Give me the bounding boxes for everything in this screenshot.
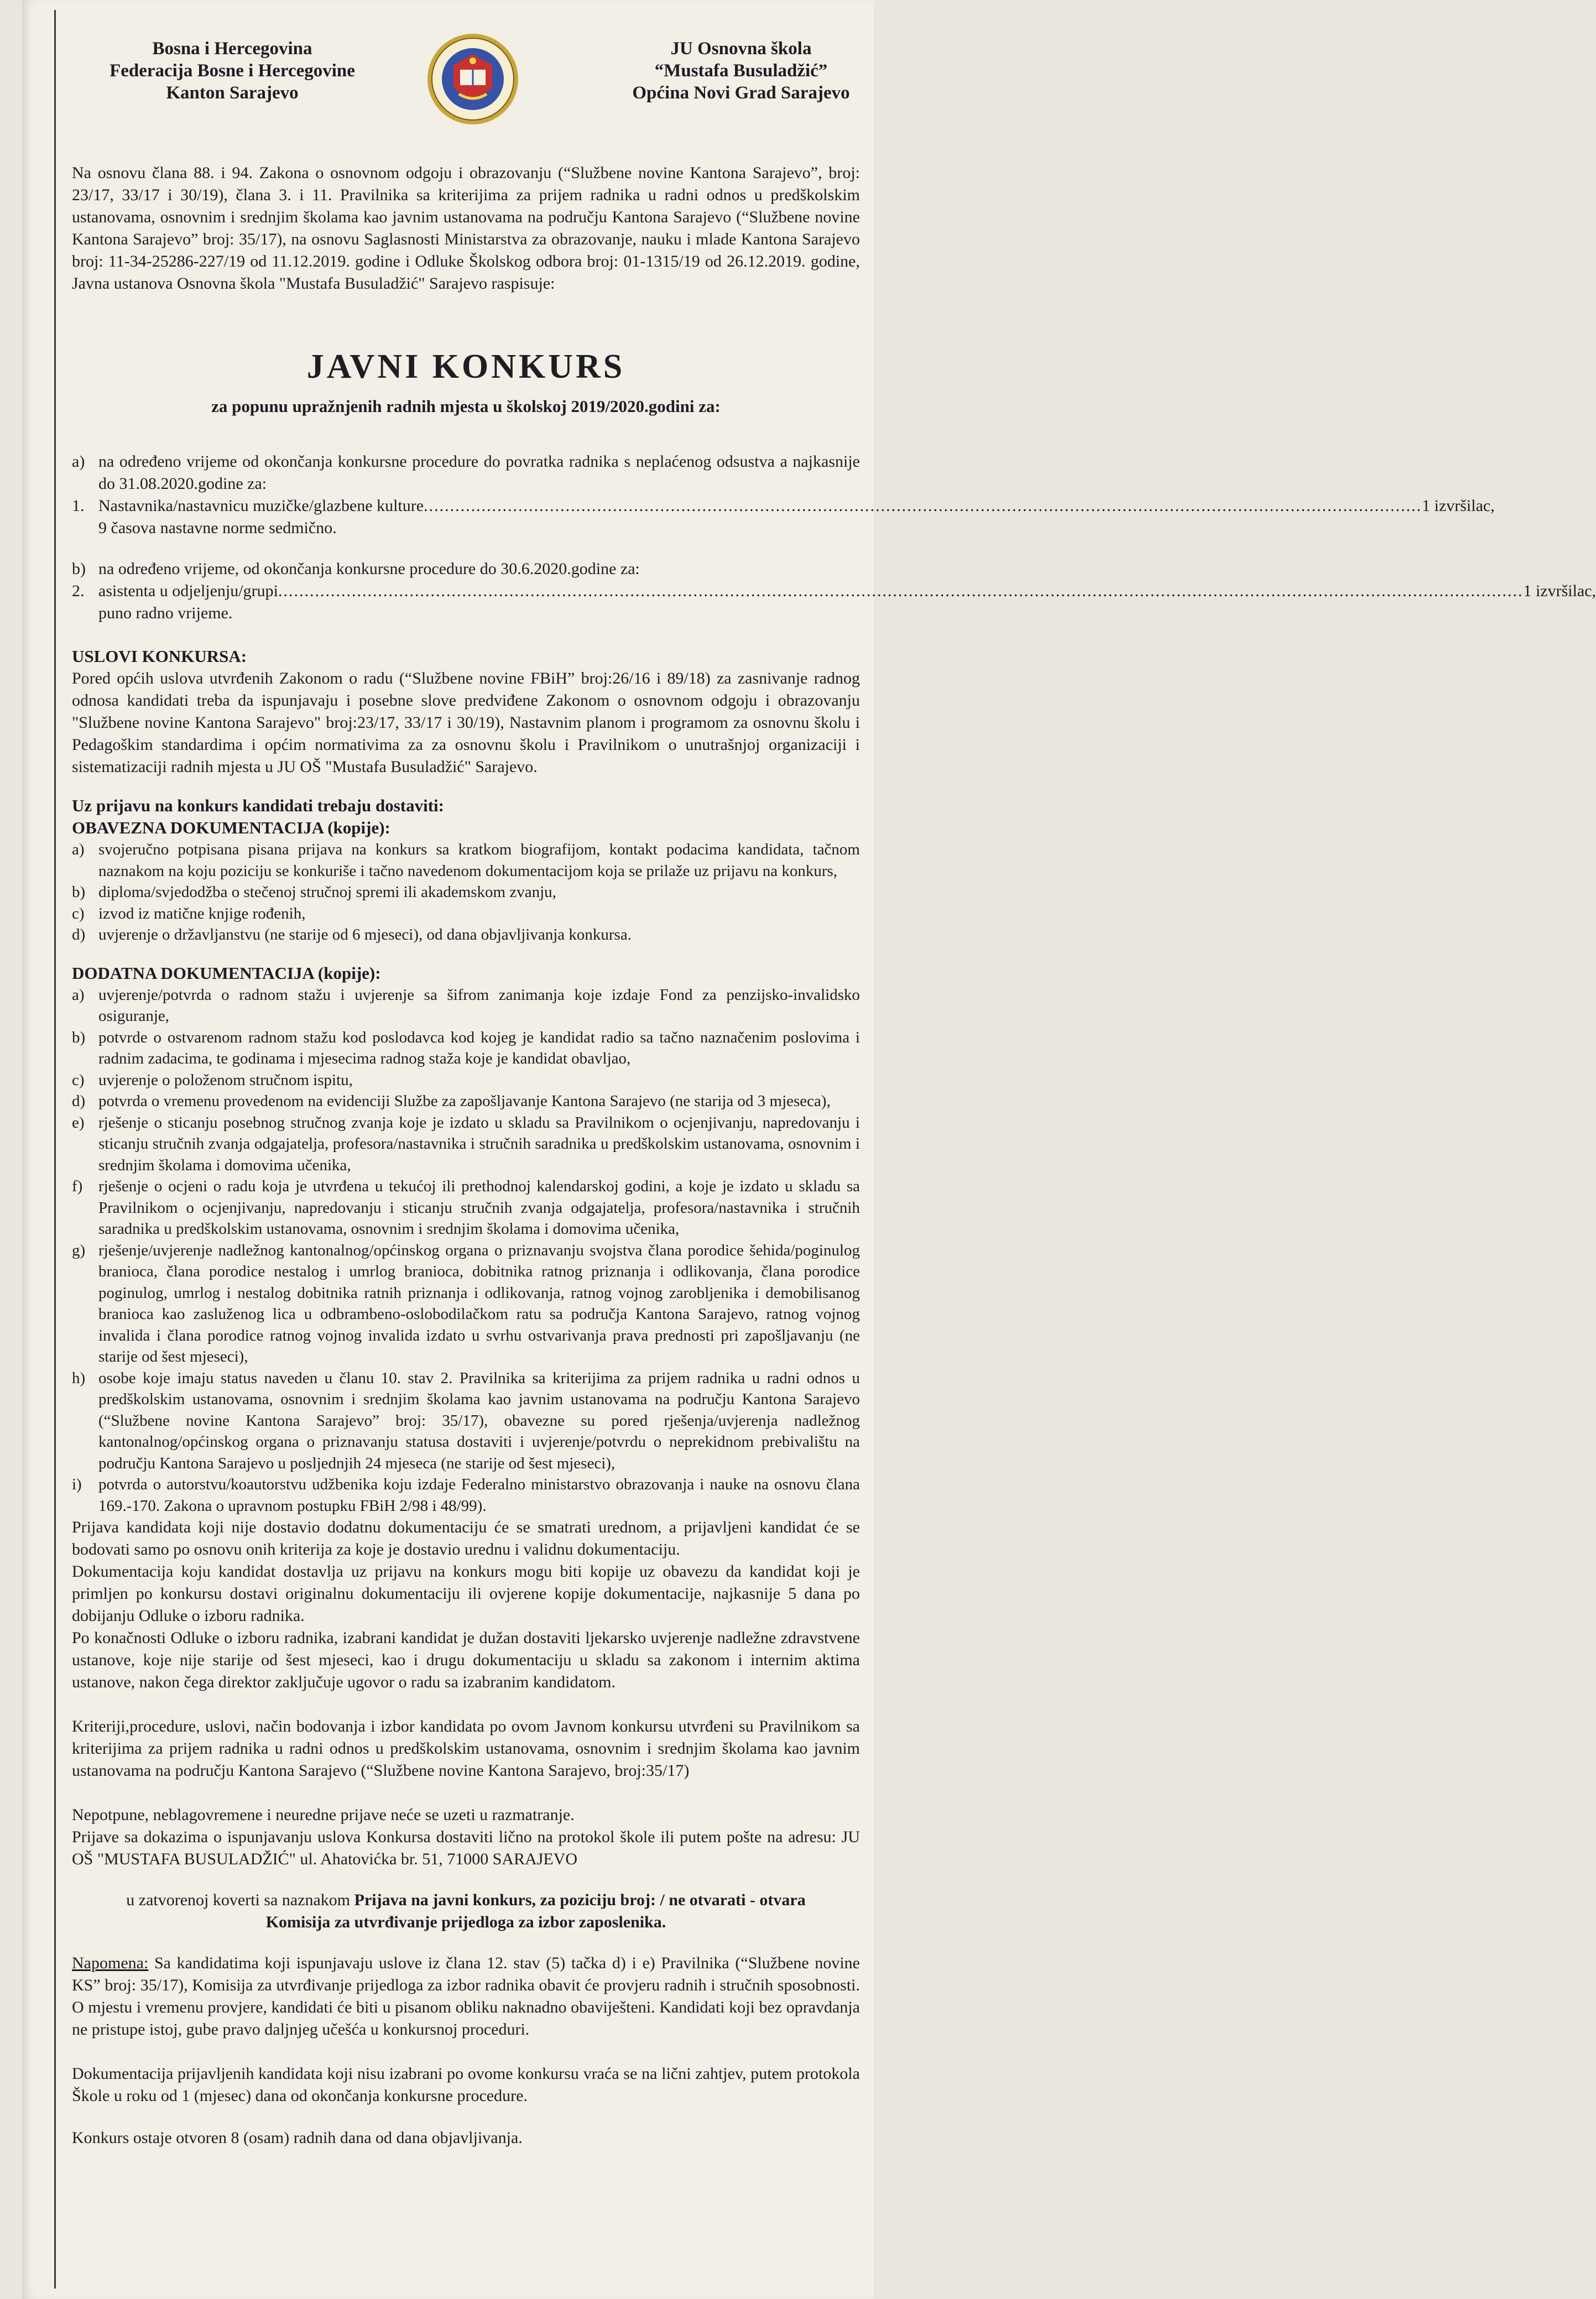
header-left-line: Kanton Sarajevo [166, 83, 299, 103]
document-header [72, 22, 860, 158]
position-2 [72, 580, 1596, 624]
newspaper-page [22, 0, 1596, 2299]
envelope-instruction [72, 1889, 860, 1933]
conditions-text: Pored općih uslova utvrđenih Zakonom o radu (“Službene novine FBiH” broj:26/16 i 89/18) za zasnivanje radnog odnosa kandidati treba da ispunjavaju i posebne slove predviđene Zakonom o osnovnom odgoju i obrazovanju "Službene novine Kantona Sarajevo" broj:23/17, 33/17 i 30/19), Nastavnim planom i programom za osnovnu školu i Pedagoškim standardima i općim normativima za za osnovnu školu i Pravilnikom o unutrašnjoj organizaciji i sistematizaciji radnih mjesta u JU OŠ "Mustafa Busuladžić" Sarajevo. [72, 669, 860, 776]
item-marker: f) [72, 1177, 83, 1195]
mandatory-docs-section [72, 795, 860, 946]
item-text: rješenje o ocjeni o radu koja je utvrđena u tekućoj ili prethodnoj kalendarskoj godini, a koje je izdato u skladu sa Pravilnikom o ocjenjivanju, napredovanju i sticanju stručnih zvanja odgajatelja, profesora/nastavnika i stručnih saradnika u predškolskim ustanovama, osnovnim i srednjim školama i domovima učenika, [98, 1177, 860, 1238]
item-text: izvod iz matične knjige rođenih, [98, 904, 306, 922]
page-border-line [54, 10, 56, 2288]
additional-docs-list [72, 984, 860, 1517]
rule-paragraph: Po konačnosti Odluke o izboru radnika, izabrani kandidat je dužan dostaviti ljekarsko uvjerenje nadležne zdravstvene ustanove, koje nije starije od šest mjeseci, kao i drugu dokumentaciju u skladu sa zakonom i internim aktima ustanove, nakon čega direktor zaključuje ugovor o radu sa izabranim kandidatom. [72, 1629, 860, 1691]
list-item [72, 924, 860, 946]
additional-docs-section [72, 962, 860, 1517]
position-note: puno radno vrijeme. [98, 604, 233, 622]
section-text: na određeno vrijeme, od okončanja konkursne procedure do 30.6.2020.godine za: [98, 560, 640, 578]
document-subtitle: za popunu upražnjenih radnih mjesta u školskoj 2019/2020.godini za: [211, 397, 721, 416]
list-item [72, 1091, 860, 1112]
position-count: 1 izvršilac, [1523, 582, 1596, 600]
item-marker: b) [72, 883, 86, 901]
header-left-line: Bosna i Hercegovina [152, 39, 312, 59]
position-1 [72, 495, 1495, 539]
item-marker: d) [72, 1092, 86, 1110]
dot-leader: ............................................................................................................................................................................................................................................. [278, 582, 1524, 600]
item-marker: a) [72, 986, 85, 1004]
list-item [72, 882, 860, 903]
list-item [72, 1027, 860, 1070]
list-item [72, 1112, 860, 1176]
list-item [72, 1474, 860, 1516]
mandatory-docs-heading: OBAVEZNA DOKUMENTACIJA (kopije): [72, 818, 390, 837]
item-text: osobe koje imaju status naveden u članu 10. stav 2. Pravilnika sa kriterijima za prijem radnika u radni odnos u predškolskim ustanovama, osnovnim i srednjim školama kao javnim ustanovama na području Kantona Sarajevo (“Službene novine Kantona Sarajevo” broj: 35/17), obavezne su pored rješenja/uvjerenja nadležnog kantonalnog/općinskog organa o priznavanju statusa dostaviti i uvjerenje/potvrdu o neprekidnom prebivalištu na području Kantona Sarajevo u posljednjih 24 mjeseca (ne starije od šest mjeseci), [98, 1369, 860, 1472]
announcement [72, 22, 1596, 2149]
open-period-paragraph: Konkurs ostaje otvoren 8 (osam) radnih dana od dana objavljivanja. [72, 2129, 523, 2147]
criteria-paragraph: Kriteriji,procedure, uslovi, način bodovanja i izbor kandidata po ovom Javnom konkursu utvrđeni su Pravilnikom sa kriterijima za prijem radnika u radni odnos u predškolskim ustanovama, osnovnim i srednjim školama kao javnim ustanovama na području Kantona Sarajevo (“Službene novine Kantona Sarajevo, broj:35/17) [72, 1717, 860, 1780]
position-count: 1 izvršilac, [1422, 497, 1495, 515]
header-left [88, 38, 376, 104]
conditions-section [72, 645, 860, 778]
item-marker: c) [72, 904, 85, 922]
additional-docs-heading: DODATNA DOKUMENTACIJA (kopije): [72, 963, 381, 983]
envelope-text: u zatvorenoj koverti sa naznakom [126, 1891, 354, 1909]
item-text: uvjerenje o državljanstvu (ne starije od 6 mjeseci), od dana objavljivanja konkursa. [98, 926, 632, 943]
item-marker: i) [72, 1476, 82, 1493]
section-marker: a) [72, 452, 85, 471]
envelope-label: Prijava na javni konkurs, za poziciju broj: / ne otvarati - otvara Komisija za utvrđivanje prijedloga za izbor zaposlenika. [265, 1891, 806, 1931]
submission-intro: Uz prijavu na konkurs kandidati trebaju dostaviti: [72, 796, 444, 815]
document-title: JAVNI KONKURS [306, 348, 625, 385]
intro-paragraph: Na osnovu člana 88. i 94. Zakona o osnovnom odgoju i obrazovanju (“Službene novine Kantona Sarajevo”, broj: 23/17, 33/17 i 30/19), člana 3. i 11. Pravilnika sa kriterijima za prijem radnika u radni odnos u predškolskim ustanovama, osnovnim i srednjim školama kao javnim ustanovama na području Kantona Sarajevo (“Službene novine Kantona Sarajevo” broj: 35/17), na osnovu Saglasnosti Ministarstva za obrazovanje, nauku i mlade Kantona Sarajevo broj: 11-34-25286-227/19 od 11.12.2019. godine i Odluke Školskog odbora broj: 01-1315/19 od 26.12.2019. godine, Javna ustanova Osnovna škola "Mustafa Busuladžić" Sarajevo raspisuje: [72, 164, 860, 293]
position-number: 2. [72, 582, 85, 600]
return-docs-paragraph: Dokumentacija prijavljenih kandidata koji nisu izabrani po ovome konkursu vraća se na lični zahtjev, putem protokola Škole u roku od 1 (mjesec) dana od okončanja konkursne procedure. [72, 2065, 860, 2105]
list-item [72, 1176, 860, 1240]
section-b [72, 558, 1596, 624]
section-a [72, 451, 1495, 539]
position-number: 1. [72, 497, 85, 515]
item-marker: d) [72, 926, 86, 943]
item-marker: a) [72, 841, 85, 858]
position-name: asistenta u odjeljenju/grupi [98, 582, 278, 600]
header-right [622, 38, 860, 104]
item-text: uvjerenje o položenom stručnom ispitu, [98, 1071, 353, 1089]
item-text: uvjerenje/potvrda o radnom stažu i uvjerenje sa šifrom zanimanja koje izdaje Fond za penzijsko-invalidsko osiguranje, [98, 986, 860, 1025]
header-right-line: JU Osnovna škola [670, 39, 812, 59]
list-item [72, 903, 860, 925]
incomplete-notice: Nepotpune, neblagovremene i neuredne prijave neće se uzeti u razmatranje. [72, 1806, 575, 1824]
header-right-line: “Mustafa Busuladžić” [654, 61, 828, 81]
rule-paragraph: Prijava kandidata koji nije dostavio dodatnu dokumentaciju će se smatrati urednom, a prijavljeni kandidat će se bodovati samo po osnovu onih kriterija za koje je dostavio urednu i validnu dokumentaciju. [72, 1518, 860, 1558]
dot-leader: .............................................................................................................................................................................................. [424, 497, 1422, 515]
submission-address: Prijave sa dokazima o ispunjavanju uslova Konkursa dostaviti lično na protokol škole ili putem pošte na adresu: JU OŠ "MUSTAFA BUSULADŽIĆ" ul. Ahatovićka br. 51, 71000 SARAJEVO [72, 1828, 860, 1868]
item-marker: g) [72, 1241, 86, 1259]
list-item [72, 1240, 860, 1368]
item-text: diploma/svjedodžba o stečenoj stručnoj spremi ili akademskom zvanju, [98, 883, 556, 901]
item-text: svojeručno potpisana pisana prijava na konkurs sa kratkom biografijom, kontakt podacima kandidata, tačnom naznakom na koju poziciju se konkuriše i tačno navedenom dokumentacijom koja se prilaže uz prijavu na konkurs, [98, 841, 860, 880]
note-paragraph [72, 1952, 860, 2041]
conditions-heading: USLOVI KONKURSA: [72, 647, 247, 666]
item-text: potvrda o autorstvu/koautorstvu udžbenika koju izdaje Federalno ministarstvo obrazovanja i nauke na osnovu člana 169.-170. Zakona o upravnom postupku FBiH 2/98 i 48/99). [98, 1476, 860, 1515]
position-note: 9 časova nastavne norme sedmično. [98, 519, 337, 537]
item-text: rješenje o sticanju posebnog stručnog zvanja koje je izdato u skladu sa Pravilnikom o ocjenjivanju, napredovanju i sticanju stručnih zvanja odgajatelja, profesora/nastavnika i stručnih saradnika u predškolskim ustanovama, osnovnim i srednjim školama i domovima učenika, [98, 1113, 860, 1174]
list-item [72, 984, 860, 1027]
item-text: rješenje/uvjerenje nadležnog kantonalnog/općinskog organa o priznavanju svojstva člana porodice šehida/poginulog branioca, člana porodice nestalog i umrlog branioca, dobitnika ratnog priznanja i odlikovanja, člana porodice poginulog, umrlog i nestalog dobitnika ratnih priznanja i odlikovanja, ratnog vojnog zarobljenika i demobilisanog branioca kao zasluženog lica u odbrambeno-oslobodilačkom ratu sa područja Kantona Sarajevo, ratnog vojnog invalida i člana porodice ratnog vojnog invalida izdato u svrhu ostvarivanja prava prednosti pri zapošljavanju (ne starije od šest mjeseci), [98, 1241, 860, 1365]
section-marker: b) [72, 560, 86, 578]
item-marker: b) [72, 1028, 86, 1046]
list-item [72, 1368, 860, 1474]
item-text: potvrda o vremenu provedenom na evidenciji Službe za zapošljavanje Kantona Sarajevo (ne starija od 3 mjeseca), [98, 1092, 831, 1110]
item-marker: h) [72, 1369, 86, 1387]
item-marker: e) [72, 1113, 85, 1132]
note-text: Sa kandidatima koji ispunjavaju uslove iz člana 12. stav (5) tačka d) i e) Pravilnika (“Službene novine KS” broj: 35/17), Komisija za utvrđivanje prijedloga za izbor radnika obavit će provjeru radnih i stručnih sposobnosti. O mjestu i vremenu provjere, kandidati će biti u pisanom obliku naknadno obaviješteni. Kandidati koji bez opravdanja ne pristupe istoj, gube pravo daljnjeg učešća u konkursnoj proceduri. [72, 1954, 860, 2039]
section-text: na određeno vrijeme od okončanja konkursne procedure do povratka radnika s neplaćenog odsustva a najkasnije do 31.08.2020.godine za: [98, 452, 860, 493]
item-marker: c) [72, 1071, 85, 1089]
position-name: Nastavnika/nastavnicu muzičke/glazbene kulture [98, 497, 424, 515]
rule-paragraph: Dokumentacija koju kandidat dostavlja uz prijavu na konkurs mogu biti kopije uz obavezu da kandidat koji je primljen po konkursu dostavi originalnu dokumentaciju ili ovjerene kopije dokumentacije, najkasnije 5 dana po dobijanju Odluke o izboru radnika. [72, 1562, 860, 1625]
header-left-line: Federacija Bosne i Hercegovine [109, 61, 355, 81]
item-text: potvrde o ostvarenom radnom stažu kod poslodavca kod kojeg je kandidat radio sa tačno naznačenim poslovima i radnim zadacima, te godinama i mjesecima radnog staža koje je kandidat obavljao, [98, 1028, 860, 1067]
note-label: Napomena: [72, 1954, 149, 1972]
list-item [72, 1070, 860, 1091]
mandatory-docs-list [72, 839, 860, 946]
list-item [72, 839, 860, 882]
header-right-line: Općina Novi Grad Sarajevo [632, 83, 850, 103]
school-seal-icon [426, 32, 520, 126]
